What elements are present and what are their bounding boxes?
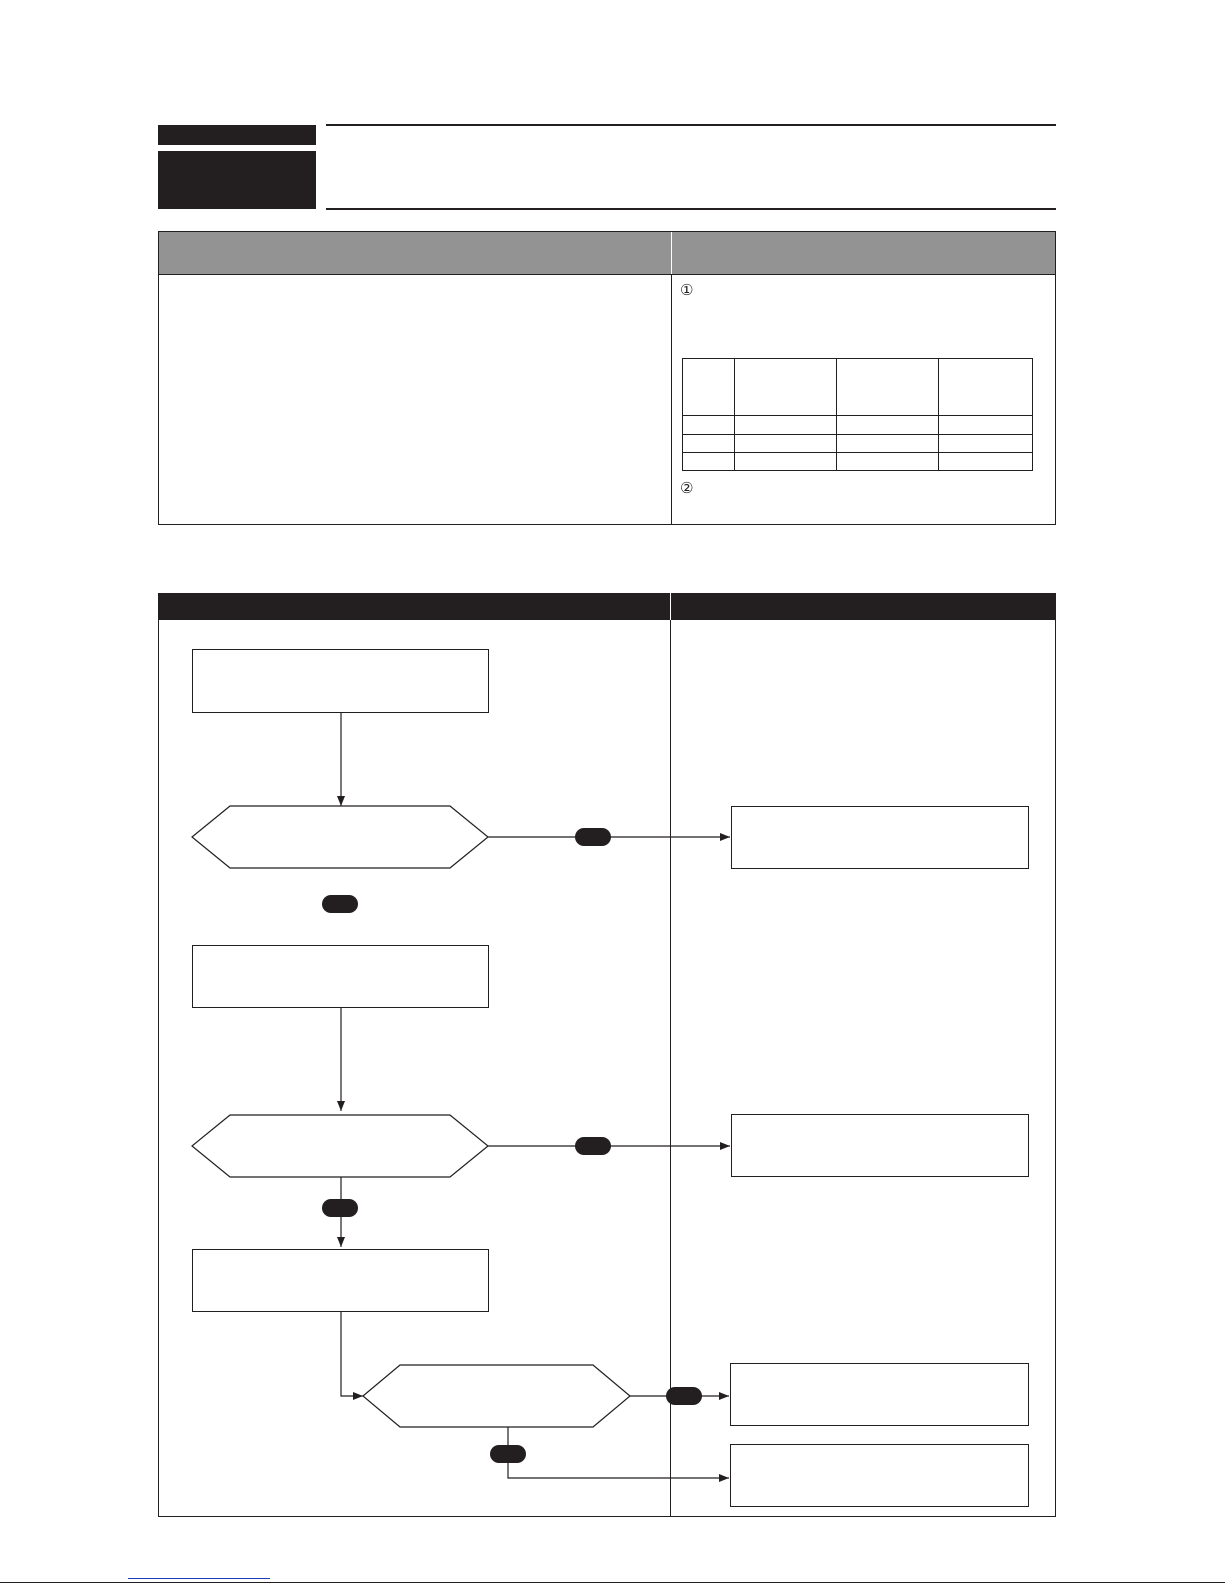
connector-8 xyxy=(508,1427,729,1478)
decision-3-label xyxy=(402,1367,591,1425)
action-1-box xyxy=(731,806,1029,869)
decision-1-no-badge xyxy=(322,895,358,913)
decision-2-label xyxy=(232,1117,448,1175)
action-3-box xyxy=(730,1363,1029,1426)
step-1-box xyxy=(192,649,489,713)
action-4-box xyxy=(730,1444,1029,1507)
decision-3-yes-badge xyxy=(666,1387,702,1405)
decision-2-no-badge xyxy=(322,1199,358,1217)
connector-6 xyxy=(341,1312,363,1396)
step-2-box xyxy=(192,945,489,1008)
footer-rule xyxy=(0,1582,1225,1583)
decision-1-yes-badge xyxy=(575,828,611,846)
marker-2: ② xyxy=(680,480,694,497)
decision-2-yes-badge xyxy=(575,1137,611,1155)
marker-1: ① xyxy=(680,282,694,299)
action-2-box xyxy=(731,1114,1029,1177)
decision-3-no-badge xyxy=(490,1445,526,1463)
step-3-box xyxy=(192,1249,489,1312)
footer-link-underline[interactable] xyxy=(128,1578,270,1579)
decision-1-label xyxy=(232,808,448,866)
